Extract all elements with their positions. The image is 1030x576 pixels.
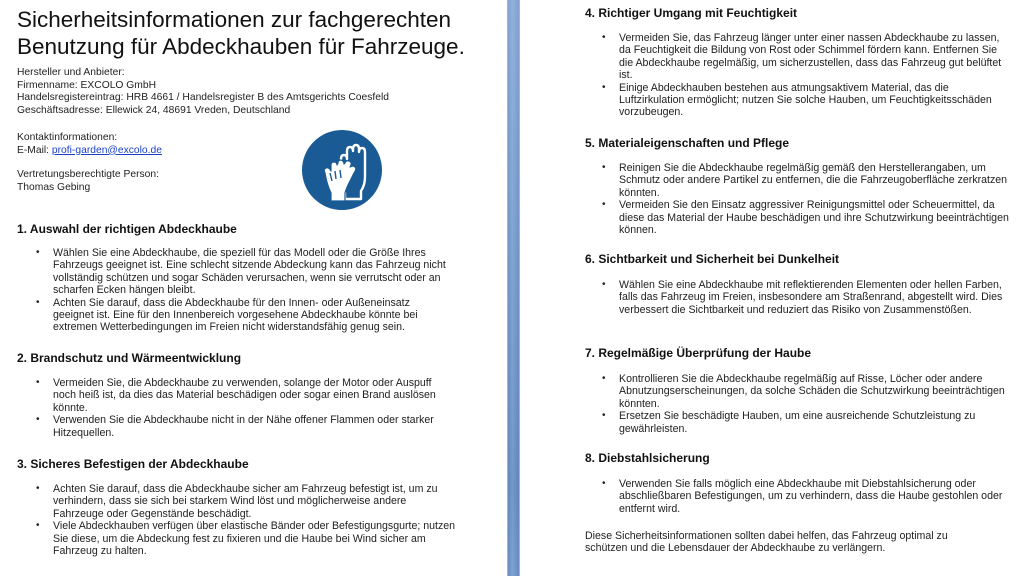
list-item: • Einige Abdeckhauben bestehen aus atmungsaktivem Material, das die Luftzirkulation ermöglicht; nutzen Sie solche Hauben, um Feuchtigkeitsschäden vorzubeugen.: [602, 82, 1012, 119]
section-1-list: [36, 247, 446, 334]
representative-name: Thomas Gebing: [17, 181, 91, 193]
list-item: • Reinigen Sie die Abdeckhaube regelmäßig gemäß den Herstellerangaben, um Schmutz oder andere Partikel zu entfernen, die die Fahrzeugoberfläche zerkratzen könnten.: [602, 162, 1017, 199]
list-item: • Ersetzen Sie beschädigte Hauben, um eine ausreichende Schutzleistung zu gewährleisten.: [602, 410, 1017, 435]
email-label: E-Mail:: [17, 144, 52, 156]
section-7-list: [602, 373, 1017, 435]
list-item: • Vermeiden Sie, die Abdeckhaube zu verwenden, solange der Motor oder Auspuff noch heiß ist, da dies das Material beschädigen oder sogar einen Brand auslösen könnte.: [36, 377, 446, 414]
representative-heading: Vertretungsberechtigte Person:: [17, 169, 159, 180]
manufacturer-heading: Hersteller und Anbieter:: [17, 67, 125, 78]
section-heading-4: 4. Richtiger Umgang mit Feuchtigkeit: [585, 6, 798, 20]
manufacturer-info: [17, 67, 457, 117]
document-title: [17, 6, 487, 60]
email-link[interactable]: profi-garden@excolo.de: [51, 144, 162, 156]
section-2-list: [36, 377, 446, 439]
title-line-1: Sicherheitsinformationen zur fachgerechten: [17, 7, 451, 32]
list-item: • Achten Sie darauf, dass die Abdeckhaube sicher am Fahrzeug befestigt ist, um zu verhindern, dass sie sich bei starkem Wind löst und möglicherweise andere Fahrzeuge oder Gegenstände beschädigt.: [36, 483, 456, 520]
list-item: • Vermeiden Sie den Einsatz aggressiver Reinigungsmittel oder Scheuermittel, da diese das Material der Haube beschädigen und ihre Schutzwirkung beeinträchtigen können.: [602, 199, 1017, 236]
section-heading-5: 5. Materialeigenschaften und Pflege: [585, 136, 790, 150]
section-6-list: [602, 279, 1017, 316]
section-3-list: [36, 483, 456, 557]
contact-info: [17, 132, 297, 157]
closing-paragraph: Diese Sicherheitsinformationen sollten dabei helfen, das Fahrzeug optimal zu schützen und die Lebensdauer der Abdeckhaube zu verlängern.: [585, 530, 948, 555]
section-4-list: [602, 32, 1012, 119]
list-item: • Verwenden Sie die Abdeckhaube nicht in der Nähe offener Flammen oder starker Hitzequellen.: [36, 414, 446, 439]
section-heading-8: 8. Diebstahlsicherung: [585, 451, 710, 465]
list-item: • Verwenden Sie falls möglich eine Abdeckhaube mit Diebstahlsicherung oder abschließbaren Befestigungen, um zu verhindern, dass die Haube gestohlen oder entfernt wird.: [602, 478, 1017, 515]
protective-gloves-icon: [301, 129, 383, 211]
list-item: • Wählen Sie eine Abdeckhaube mit reflektierenden Elementen oder hellen Farben, falls das Fahrzeug im Freien, insbesondere am Straßenrand, abgestellt wird. Dies verbessert die Sichtbarkeit und reduziert das Risiko von Zusammenstößen.: [602, 279, 1017, 316]
register-entry: Handelsregistereintrag: HRB 4661 / Handelsregister B des Amtsgerichts Coesfeld: [17, 92, 390, 104]
section-heading-3: 3. Sicheres Befestigen der Abdeckhaube: [17, 457, 249, 471]
list-item: • Kontrollieren Sie die Abdeckhaube regelmäßig auf Risse, Löcher oder andere Abnutzungserscheinungen, da solche Schäden die Schutzwirkung beeinträchtigen könnten.: [602, 373, 1017, 410]
document-page-right: [520, 0, 1030, 576]
section-heading-1: 1. Auswahl der richtigen Abdeckhaube: [17, 222, 237, 236]
document-page-left: [0, 0, 507, 576]
title-line-2: Benutzung für Abdeckhauben für Fahrzeuge.: [17, 34, 465, 59]
contact-heading: Kontaktinformationen:: [17, 132, 118, 143]
section-heading-2: 2. Brandschutz und Wärmeentwicklung: [17, 351, 242, 365]
list-item: • Achten Sie darauf, dass die Abdeckhaube für den Innen- oder Außeneinsatz geeignet ist. Eine für den Innenbereich vorgesehene Abdeckhaube könnte bei extremen Wetterbedingungen im Freien nicht widerstandsfähig genug sein.: [36, 297, 446, 334]
section-5-list: [602, 162, 1017, 236]
list-item: • Viele Abdeckhauben verfügen über elastische Bänder oder Befestigungsgurte; nutzen Sie diese, um die Abdeckung fest zu fixieren und die Haube bei Wind sicher am Fahrzeug zu halten.: [36, 520, 456, 557]
business-address: Geschäftsadresse: Ellewick 24, 48691 Vreden, Deutschland: [17, 104, 291, 116]
list-item: • Vermeiden Sie, das Fahrzeug länger unter einer nassen Abdeckhaube zu lassen, da Feuchtigkeit die Bildung von Rost oder Schimmel fördern kann. Entfernen Sie die Abdeckhaube regelmäßig, um sicherzustellen, dass das Fahrzeug gut belüftet ist.: [602, 32, 1012, 82]
section-heading-6: 6. Sichtbarkeit und Sicherheit bei Dunkelheit: [585, 252, 840, 266]
company-name: Firmenname: EXCOLO GmbH: [17, 79, 157, 91]
section-heading-7: 7. Regelmäßige Überprüfung der Haube: [585, 346, 812, 360]
representative-info: [17, 169, 297, 194]
email-line: [17, 145, 297, 158]
section-8-list: [602, 478, 1017, 515]
list-item: • Wählen Sie eine Abdeckhaube, die speziell für das Modell oder die Größe Ihres Fahrzeugs geeignet ist. Eine schlecht sitzende Abdeckung kann das Fahrzeug nicht vollständig schützen und sogar Schäden verursachen, wenn sie verrutscht oder an scharfen Ecken hängen bleibt.: [36, 247, 446, 297]
page-separator: [507, 0, 520, 576]
